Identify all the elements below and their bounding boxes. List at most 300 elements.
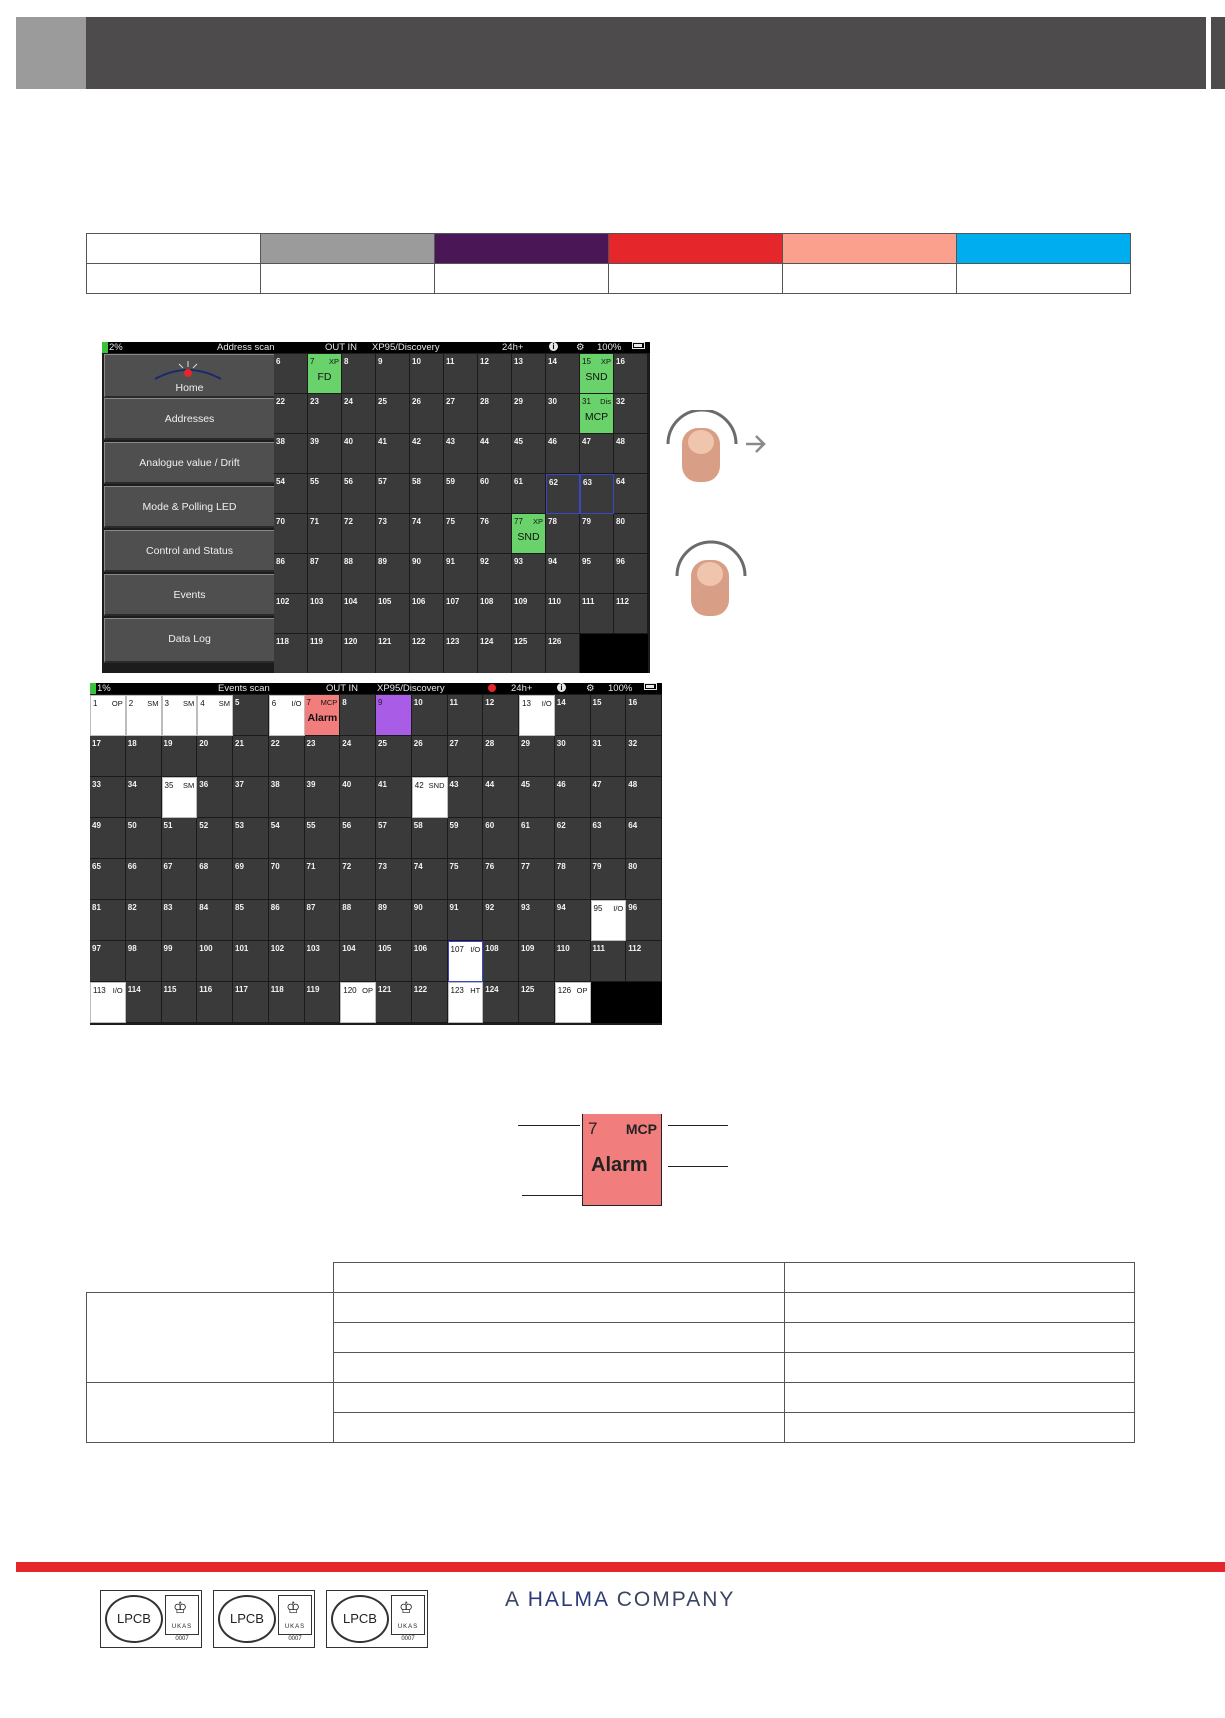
address-cell[interactable]	[342, 514, 376, 554]
address-cell[interactable]	[580, 594, 614, 634]
address-cell[interactable]	[626, 818, 662, 859]
address-cell[interactable]	[305, 695, 341, 736]
address-cell[interactable]	[376, 900, 412, 941]
address-cell[interactable]	[233, 859, 269, 900]
address-cell[interactable]	[126, 941, 162, 982]
address-number: 73	[378, 517, 387, 526]
address-cell[interactable]	[305, 818, 341, 859]
address-cell[interactable]	[580, 394, 614, 434]
address-cell[interactable]	[342, 394, 376, 434]
address-cell[interactable]	[546, 434, 580, 474]
address-cell[interactable]	[626, 736, 662, 777]
address-cell[interactable]	[580, 474, 614, 514]
address-number: 61	[521, 821, 530, 830]
address-number: 41	[378, 437, 387, 446]
address-number: 29	[514, 397, 523, 406]
address-cell[interactable]	[340, 695, 376, 736]
address-cell[interactable]	[162, 859, 198, 900]
address-cell[interactable]	[162, 736, 198, 777]
address-cell[interactable]	[614, 394, 648, 434]
address-cell[interactable]	[591, 736, 627, 777]
address-cell[interactable]	[269, 736, 305, 777]
address-cell[interactable]	[274, 594, 308, 634]
address-number: 42	[412, 437, 421, 446]
colour-swatch-row	[87, 234, 1131, 264]
address-cell[interactable]	[376, 354, 410, 394]
address-cell[interactable]	[483, 818, 519, 859]
cert-number: 0007	[288, 1636, 302, 1642]
address-cell[interactable]	[340, 818, 376, 859]
address-cell[interactable]	[512, 474, 546, 514]
address-cell[interactable]	[126, 982, 162, 1023]
address-cell[interactable]	[274, 394, 308, 434]
address-cell[interactable]	[162, 941, 198, 982]
address-cell[interactable]	[444, 554, 478, 594]
address-cell[interactable]	[555, 859, 591, 900]
address-cell[interactable]	[308, 354, 342, 394]
address-cell[interactable]	[410, 554, 444, 594]
address-cell[interactable]	[591, 941, 627, 982]
address-cell[interactable]	[626, 941, 662, 982]
address-cell[interactable]	[614, 474, 648, 514]
address-cell[interactable]	[512, 354, 546, 394]
address-number: 7	[306, 698, 311, 707]
address-number: 75	[449, 862, 459, 871]
address-cell[interactable]	[340, 736, 376, 777]
address-cell[interactable]	[483, 695, 519, 736]
address-cell[interactable]	[274, 634, 308, 673]
address-cell[interactable]	[376, 514, 410, 554]
address-number: 38	[276, 437, 285, 446]
address-cell[interactable]	[591, 777, 627, 818]
address-cell[interactable]	[512, 394, 546, 434]
address-number: 100	[199, 944, 213, 953]
address-number: 57	[378, 477, 387, 486]
address-cell[interactable]	[614, 554, 648, 594]
address-number: 118	[276, 637, 289, 646]
address-cell[interactable]	[197, 982, 233, 1023]
device-type-tag: XP	[600, 357, 611, 366]
address-cell[interactable]	[626, 859, 662, 900]
address-cell[interactable]	[233, 695, 269, 736]
address-cell[interactable]	[546, 474, 580, 514]
address-cell[interactable]	[308, 474, 342, 514]
address-cell[interactable]	[546, 354, 580, 394]
table-cell	[334, 1263, 785, 1293]
address-cell[interactable]	[555, 900, 591, 941]
address-cell[interactable]	[274, 434, 308, 474]
address-cell[interactable]	[519, 818, 555, 859]
address-number: 63	[583, 478, 592, 487]
device-label: Alarm	[307, 712, 338, 724]
address-cell[interactable]	[626, 695, 662, 736]
address-number: 102	[276, 597, 290, 606]
address-cell[interactable]	[444, 354, 478, 394]
address-number: 122	[412, 637, 426, 646]
address-number: 39	[306, 780, 316, 789]
address-number: 38	[270, 780, 280, 789]
address-cell[interactable]	[512, 434, 546, 474]
address-cell[interactable]	[555, 777, 591, 818]
address-cell[interactable]	[478, 354, 512, 394]
address-number: 44	[485, 780, 495, 789]
address-cell[interactable]	[308, 394, 342, 434]
device-type-tag: I/O	[470, 945, 481, 954]
address-cell[interactable]	[90, 777, 126, 818]
address-cell[interactable]	[555, 818, 591, 859]
address-cell[interactable]	[305, 900, 341, 941]
address-cell[interactable]	[444, 394, 478, 434]
address-cell[interactable]	[410, 474, 444, 514]
colour-label-cell	[783, 264, 957, 294]
address-cell[interactable]	[412, 695, 448, 736]
address-cell[interactable]	[305, 941, 341, 982]
address-cell[interactable]	[305, 736, 341, 777]
address-cell[interactable]	[376, 594, 410, 634]
address-number: 3	[164, 699, 169, 708]
address-number: 62	[549, 478, 558, 487]
address-cell[interactable]	[546, 594, 580, 634]
address-cell[interactable]	[555, 695, 591, 736]
address-number: 18	[127, 739, 137, 748]
address-cell[interactable]	[519, 736, 555, 777]
address-cell[interactable]	[305, 777, 341, 818]
address-number: 101	[235, 944, 249, 953]
address-number: 95	[593, 904, 603, 913]
address-number: 56	[344, 477, 353, 486]
ukas-box	[165, 1595, 199, 1635]
out-in-indicator: OUT IN	[326, 683, 359, 694]
address-number: 86	[270, 903, 280, 912]
address-cell[interactable]	[519, 859, 555, 900]
address-cell[interactable]	[448, 859, 484, 900]
address-number: 8	[344, 357, 349, 366]
address-cell[interactable]	[274, 514, 308, 554]
menu-item-addresses[interactable]: Addresses	[104, 398, 274, 440]
lpcb-label: LPCB	[343, 1611, 377, 1626]
address-number: 72	[344, 517, 353, 526]
address-cell[interactable]	[274, 354, 308, 394]
address-number: 103	[306, 944, 320, 953]
address-cell[interactable]	[412, 777, 448, 818]
address-cell[interactable]	[233, 982, 269, 1023]
address-cell[interactable]	[412, 941, 448, 982]
address-cell[interactable]	[483, 900, 519, 941]
table-cell	[785, 1413, 1135, 1443]
address-cell[interactable]	[614, 354, 648, 394]
menu-item-analogue-drift[interactable]: Analogue value / Drift	[104, 442, 274, 484]
address-cell[interactable]	[444, 434, 478, 474]
address-cell[interactable]	[448, 818, 484, 859]
address-cell[interactable]	[305, 982, 341, 1023]
address-cell[interactable]	[376, 394, 410, 434]
address-cell[interactable]	[269, 859, 305, 900]
address-number: 9	[378, 698, 383, 707]
address-cell[interactable]	[126, 736, 162, 777]
address-cell[interactable]	[512, 554, 546, 594]
menu-item-control-status[interactable]: Control and Status	[104, 530, 274, 572]
address-cell[interactable]	[580, 554, 614, 594]
address-cell[interactable]	[233, 941, 269, 982]
address-cell[interactable]	[444, 634, 478, 673]
address-cell[interactable]	[519, 777, 555, 818]
address-number: 34	[127, 780, 137, 789]
address-cell[interactable]	[197, 736, 233, 777]
address-number: 68	[199, 862, 209, 871]
address-cell[interactable]	[274, 474, 308, 514]
address-cell[interactable]	[308, 514, 342, 554]
address-number: 93	[514, 557, 523, 566]
address-cell[interactable]	[512, 634, 546, 673]
address-cell[interactable]	[126, 818, 162, 859]
address-cell[interactable]	[555, 941, 591, 982]
address-cell[interactable]	[269, 982, 305, 1023]
address-cell[interactable]	[412, 859, 448, 900]
address-cell[interactable]	[197, 818, 233, 859]
address-cell[interactable]	[591, 859, 627, 900]
address-cell[interactable]	[410, 434, 444, 474]
address-cell[interactable]	[342, 354, 376, 394]
lpcb-ring-icon	[105, 1595, 163, 1643]
address-cell[interactable]	[580, 514, 614, 554]
address-cell[interactable]	[376, 695, 412, 736]
address-number: 96	[616, 557, 625, 566]
menu-item-events[interactable]: Events	[104, 574, 274, 616]
address-cell[interactable]	[274, 554, 308, 594]
address-cell[interactable]	[269, 900, 305, 941]
address-cell[interactable]	[580, 434, 614, 474]
address-cell[interactable]	[546, 554, 580, 594]
address-cell[interactable]	[626, 900, 662, 941]
address-cell[interactable]	[376, 941, 412, 982]
address-cell[interactable]	[444, 474, 478, 514]
address-cell[interactable]	[519, 941, 555, 982]
address-number: 35	[164, 781, 174, 790]
address-cell[interactable]	[483, 941, 519, 982]
address-cell[interactable]	[376, 818, 412, 859]
settings-icon[interactable]: ⚙	[576, 342, 585, 353]
address-cell[interactable]	[90, 941, 126, 982]
address-cell[interactable]	[269, 777, 305, 818]
address-cell[interactable]	[412, 982, 448, 1023]
header-tab	[16, 17, 86, 89]
address-cell[interactable]	[448, 982, 484, 1023]
address-cell[interactable]	[376, 434, 410, 474]
menu-item-home[interactable]	[104, 354, 274, 398]
address-cell[interactable]	[162, 982, 198, 1023]
address-cell[interactable]	[305, 859, 341, 900]
address-cell[interactable]	[519, 695, 555, 736]
address-cell[interactable]	[410, 594, 444, 634]
address-cell[interactable]	[448, 777, 484, 818]
address-cell[interactable]	[342, 594, 376, 634]
device-label: SND	[517, 531, 540, 543]
address-number: 86	[276, 557, 285, 566]
address-cell[interactable]	[444, 514, 478, 554]
menu-item-data-log[interactable]: Data Log	[104, 618, 274, 663]
address-cell[interactable]	[342, 434, 376, 474]
address-cell[interactable]	[410, 634, 444, 673]
address-cell[interactable]	[448, 736, 484, 777]
lpcb-ring-icon	[218, 1595, 276, 1643]
lpcb-ukas-certificate-logo	[326, 1590, 428, 1648]
address-cell[interactable]	[340, 859, 376, 900]
address-cell[interactable]	[126, 777, 162, 818]
address-number: 60	[485, 821, 495, 830]
address-cell[interactable]	[308, 594, 342, 634]
address-cell[interactable]	[478, 594, 512, 634]
address-cell[interactable]	[614, 594, 648, 634]
address-number: 108	[480, 597, 494, 606]
address-cell[interactable]	[269, 941, 305, 982]
address-cell[interactable]	[546, 394, 580, 434]
address-cell[interactable]	[448, 695, 484, 736]
address-number: 16	[628, 698, 638, 707]
address-cell[interactable]	[614, 514, 648, 554]
address-cell[interactable]	[376, 736, 412, 777]
address-cell[interactable]	[90, 695, 126, 736]
address-cell[interactable]	[478, 514, 512, 554]
address-cell[interactable]	[162, 900, 198, 941]
address-cell[interactable]	[126, 900, 162, 941]
empty-cell	[591, 982, 627, 1023]
address-cell[interactable]	[197, 777, 233, 818]
address-cell[interactable]	[591, 900, 627, 941]
address-cell[interactable]	[376, 777, 412, 818]
address-cell[interactable]	[340, 777, 376, 818]
address-cell[interactable]	[342, 554, 376, 594]
battery-percent: 100%	[608, 683, 633, 694]
address-cell[interactable]	[444, 594, 478, 634]
address-cell[interactable]	[342, 634, 376, 673]
address-cell[interactable]	[483, 859, 519, 900]
address-cell[interactable]	[126, 859, 162, 900]
address-cell[interactable]	[376, 474, 410, 514]
settings-icon[interactable]: ⚙	[586, 683, 595, 694]
info-table	[86, 1262, 1135, 1443]
address-cell[interactable]	[162, 695, 198, 736]
address-cell[interactable]	[410, 394, 444, 434]
address-cell[interactable]	[478, 474, 512, 514]
address-number: 87	[310, 557, 319, 566]
address-number: 76	[480, 517, 489, 526]
address-number: 120	[343, 986, 357, 995]
address-number: 21	[235, 739, 244, 748]
table-cell	[785, 1383, 1135, 1413]
address-cell[interactable]	[308, 554, 342, 594]
address-cell[interactable]	[269, 818, 305, 859]
address-cell[interactable]	[126, 695, 162, 736]
address-cell[interactable]	[340, 900, 376, 941]
address-cell[interactable]	[233, 900, 269, 941]
leader-line-state	[668, 1166, 728, 1167]
address-number: 28	[485, 739, 495, 748]
address-cell[interactable]	[412, 900, 448, 941]
address-number: 9	[378, 357, 383, 366]
address-number: 15	[592, 698, 602, 707]
address-number: 103	[310, 597, 324, 606]
address-cell[interactable]	[448, 941, 484, 982]
address-cell[interactable]	[342, 474, 376, 514]
address-cell[interactable]	[512, 514, 546, 554]
address-cell[interactable]	[614, 434, 648, 474]
address-cell[interactable]	[410, 354, 444, 394]
address-cell[interactable]	[197, 859, 233, 900]
address-number: 93	[521, 903, 530, 912]
address-cell[interactable]	[269, 695, 305, 736]
address-cell[interactable]	[90, 736, 126, 777]
address-cell[interactable]	[591, 818, 627, 859]
address-cell[interactable]	[197, 695, 233, 736]
address-number: 76	[485, 862, 495, 871]
address-number: 69	[235, 862, 244, 871]
device-type-tag: OP	[362, 986, 373, 995]
address-cell[interactable]	[478, 554, 512, 594]
address-cell[interactable]	[197, 900, 233, 941]
address-cell[interactable]	[478, 434, 512, 474]
address-cell[interactable]	[162, 777, 198, 818]
address-cell[interactable]	[483, 777, 519, 818]
address-cell[interactable]	[512, 594, 546, 634]
address-cell[interactable]	[90, 900, 126, 941]
address-number: 13	[514, 357, 523, 366]
address-number: 80	[628, 862, 638, 871]
address-cell[interactable]	[555, 982, 591, 1023]
address-cell[interactable]	[478, 634, 512, 673]
address-cell[interactable]	[90, 982, 126, 1023]
address-cell[interactable]	[162, 818, 198, 859]
address-cell[interactable]	[591, 695, 627, 736]
address-cell[interactable]	[376, 634, 410, 673]
address-cell[interactable]	[546, 514, 580, 554]
header-end	[1211, 17, 1225, 89]
address-cell[interactable]	[376, 859, 412, 900]
address-cell[interactable]	[412, 818, 448, 859]
address-cell[interactable]	[376, 982, 412, 1023]
address-cell[interactable]	[546, 634, 580, 673]
address-cell[interactable]	[340, 941, 376, 982]
address-cell[interactable]	[308, 434, 342, 474]
leader-line-number	[518, 1125, 580, 1126]
address-cell[interactable]	[626, 777, 662, 818]
address-cell[interactable]	[90, 818, 126, 859]
detail-state: Alarm	[591, 1154, 648, 1176]
address-cell[interactable]	[233, 736, 269, 777]
address-cell[interactable]	[340, 982, 376, 1023]
address-cell[interactable]	[483, 982, 519, 1023]
address-cell[interactable]	[197, 941, 233, 982]
address-cell[interactable]	[376, 554, 410, 594]
address-cell[interactable]	[478, 394, 512, 434]
address-cell[interactable]	[519, 982, 555, 1023]
address-cell[interactable]	[483, 736, 519, 777]
address-cell[interactable]	[90, 859, 126, 900]
address-cell[interactable]	[580, 354, 614, 394]
address-cell[interactable]	[410, 514, 444, 554]
address-cell[interactable]	[448, 900, 484, 941]
logo-name: HALMA	[527, 1588, 609, 1611]
table-cell	[785, 1263, 1135, 1293]
address-cell[interactable]	[233, 818, 269, 859]
menu-item-mode-polling[interactable]: Mode & Polling LED	[104, 486, 274, 528]
address-cell[interactable]	[412, 736, 448, 777]
address-cell[interactable]	[519, 900, 555, 941]
address-cell[interactable]	[555, 736, 591, 777]
address-cell[interactable]	[308, 634, 342, 673]
device-type-tag: Dis	[600, 397, 611, 406]
address-number: 32	[628, 739, 638, 748]
address-cell[interactable]	[233, 777, 269, 818]
